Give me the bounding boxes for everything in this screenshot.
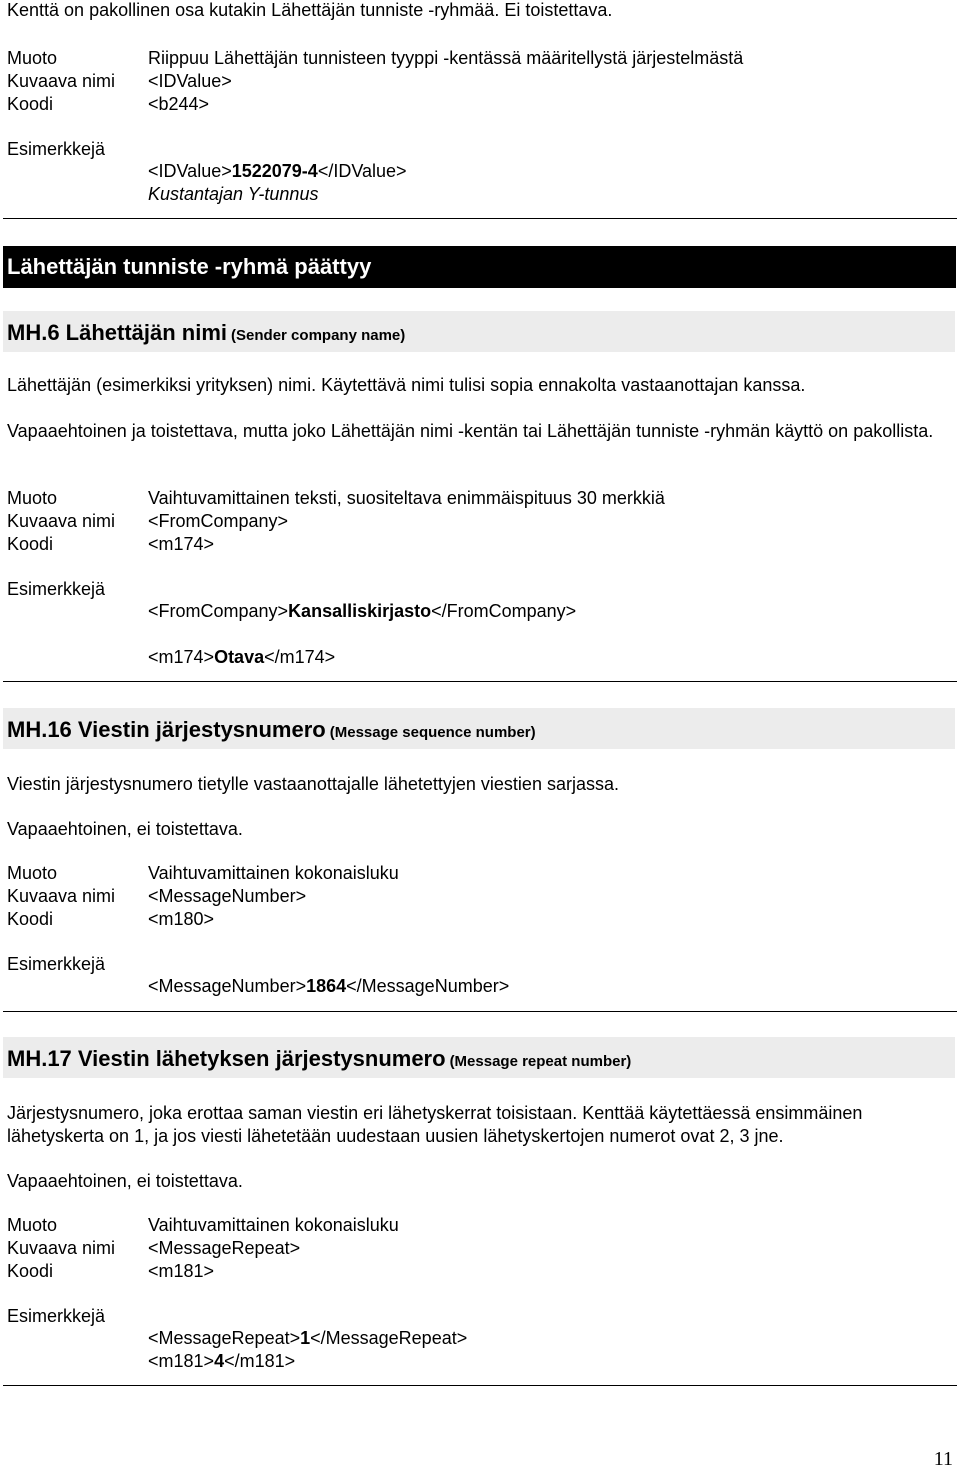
example-close-tag: </MessageNumber> (346, 976, 510, 996)
block0-kuvaava-nimi: <IDValue> (148, 71, 232, 91)
block0-muoto: Riippuu Lähettäjän tunnisteen tyyppi -kentässä määritellystä järjestelmästä (148, 48, 744, 68)
example-value: 4 (214, 1351, 225, 1371)
mh17-description: Järjestysnumero, joka erottaa saman viestin eri lähetyskerrat toisistaan. Kenttää käytettäessä ensimmäinen lähetyskerta on 1, ja jos viesti lähetetään uudestaan uusien lähetyskertojen numerot ovat 2, 3 jne. (7, 1103, 863, 1146)
section-subtitle: (Sender company name) (231, 327, 406, 344)
label-muoto: Muoto (7, 48, 58, 68)
label-koodi: Koodi (7, 534, 54, 554)
example-close-tag: </MessageRepeat> (310, 1328, 468, 1348)
example-value: 1864 (306, 976, 347, 996)
example-value: Otava (214, 647, 265, 667)
label-esimerkkeja: Esimerkkejä (7, 1306, 106, 1326)
mh17-koodi: <m181> (148, 1261, 215, 1281)
mh17-example-1 (148, 1328, 467, 1349)
mh6-description: Lähettäjän (esimerkiksi yrityksen) nimi. Käytettävä nimi tulisi sopia ennakolta vastaanottajan kanssa. (7, 375, 806, 395)
label-kuvaava-nimi: Kuvaava nimi (7, 511, 116, 531)
mh16-example-1 (148, 976, 509, 997)
mh17-muoto: Vaihtuvamittainen kokonaisluku (148, 1215, 399, 1235)
label-muoto: Muoto (7, 1215, 58, 1235)
section-subtitle: (Message repeat number) (449, 1053, 632, 1070)
section-header-mh6 (3, 311, 955, 352)
block0-example (148, 161, 407, 182)
mh16-koodi: <m180> (148, 909, 215, 929)
group-end-title: Lähettäjän tunniste -ryhmä päättyy (7, 254, 372, 279)
label-esimerkkeja: Esimerkkejä (7, 139, 106, 159)
mh16-rule: Vapaaehtoinen, ei toistettava. (7, 819, 243, 839)
mh17-rule: Vapaaehtoinen, ei toistettava. (7, 1171, 243, 1191)
section-header-mh16 (3, 708, 955, 749)
label-muoto: Muoto (7, 488, 58, 508)
page-number: 11 (933, 1448, 953, 1470)
divider (3, 1385, 957, 1386)
section-title-text: MH.6 Lähettäjän nimi (7, 320, 228, 345)
label-muoto: Muoto (7, 863, 58, 883)
label-kuvaava-nimi: Kuvaava nimi (7, 886, 116, 906)
intro-line: Kenttä on pakollinen osa kutakin Lähettäjän tunniste -ryhmää. Ei toistettava. (7, 0, 613, 20)
mh17-kuvaava-nimi: <MessageRepeat> (148, 1238, 301, 1258)
example-close-tag: </IDValue> (317, 161, 407, 181)
divider (3, 218, 957, 219)
example-open-tag: <MessageNumber> (148, 976, 307, 996)
block0-koodi: <b244> (148, 94, 210, 114)
section-title (7, 1046, 631, 1072)
mh6-muoto: Vaihtuvamittainen teksti, suositeltava enimmäispituus 30 merkkiä (148, 488, 665, 508)
group-end-bar (3, 246, 956, 288)
example-value: 1 (300, 1328, 311, 1348)
mh6-example-1 (148, 601, 576, 622)
mh16-kuvaava-nimi: <MessageNumber> (148, 886, 307, 906)
example-close-tag: </FromCompany> (431, 601, 577, 621)
mh6-kuvaava-nimi: <FromCompany> (148, 511, 289, 531)
mh6-example-2 (148, 647, 335, 668)
example-open-tag: <MessageRepeat> (148, 1328, 301, 1348)
section-header-mh17 (3, 1037, 955, 1078)
section-title (7, 320, 405, 346)
label-esimerkkeja: Esimerkkejä (7, 954, 106, 974)
section-subtitle: (Message sequence number) (329, 724, 536, 741)
mh17-example-2 (148, 1351, 295, 1372)
divider (3, 1011, 957, 1012)
label-esimerkkeja: Esimerkkejä (7, 579, 106, 599)
example-open-tag: <m174> (148, 647, 215, 667)
block0-example-note: Kustantajan Y-tunnus (148, 184, 319, 204)
section-title-text: MH.17 Viestin lähetyksen järjestysnumero (7, 1046, 446, 1071)
label-kuvaava-nimi: Kuvaava nimi (7, 1238, 116, 1258)
example-open-tag: <FromCompany> (148, 601, 289, 621)
section-title (7, 717, 536, 743)
mh16-muoto: Vaihtuvamittainen kokonaisluku (148, 863, 399, 883)
example-value: 1522079-4 (231, 161, 318, 181)
example-open-tag: <m181> (148, 1351, 215, 1371)
label-koodi: Koodi (7, 909, 54, 929)
mh16-description: Viestin järjestysnumero tietylle vastaanottajalle lähetettyjen viestien sarjassa. (7, 774, 619, 794)
mh6-rule: Vapaaehtoinen ja toistettava, mutta joko Lähettäjän nimi -kentän tai Lähettäjän tunniste -ryhmän käyttö on pakollista. (7, 421, 934, 441)
example-value: Kansalliskirjasto (288, 601, 432, 621)
divider (3, 681, 957, 682)
example-open-tag: <IDValue> (148, 161, 232, 181)
mh6-koodi: <m174> (148, 534, 215, 554)
example-close-tag: </m174> (264, 647, 336, 667)
label-kuvaava-nimi: Kuvaava nimi (7, 71, 116, 91)
label-koodi: Koodi (7, 94, 54, 114)
label-koodi: Koodi (7, 1261, 54, 1281)
example-close-tag: </m181> (224, 1351, 296, 1371)
section-title-text: MH.16 Viestin järjestysnumero (7, 717, 326, 742)
